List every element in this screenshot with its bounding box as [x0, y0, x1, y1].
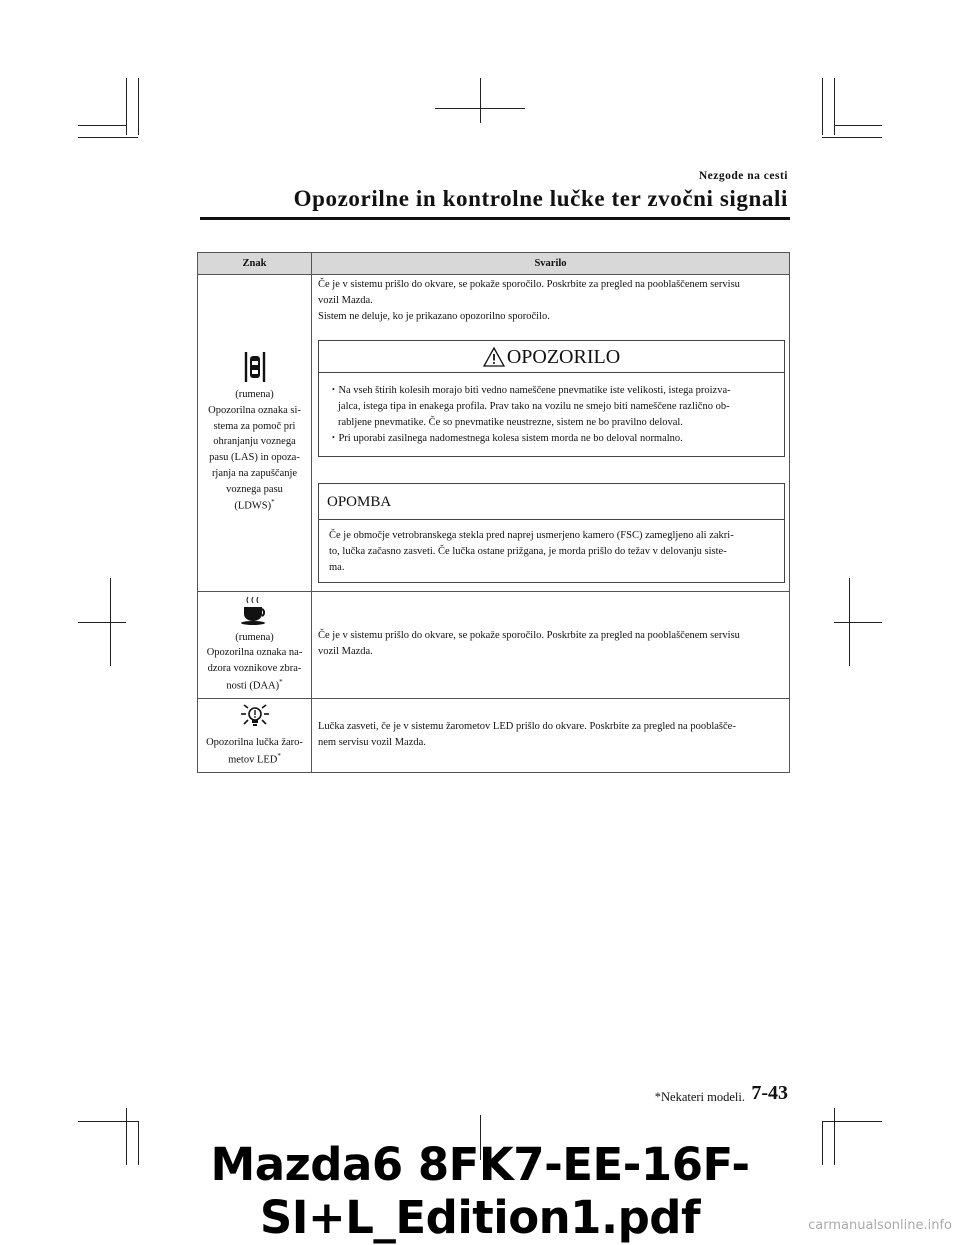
note-line: to, lučka začasno zasveti. Če lučka ostane prižgana, je morda prišlo do težav v delovanju siste- — [329, 546, 727, 557]
symbol-label-text: nosti (DAA) — [226, 680, 280, 692]
crop-mark — [78, 125, 126, 126]
symbol-label — [201, 497, 308, 514]
description-line: nem servisu vozil Mazda. — [318, 736, 426, 748]
asterisk: * — [277, 751, 281, 760]
description-cell — [312, 591, 790, 699]
table-header-row — [198, 253, 790, 275]
symbol-label — [201, 677, 308, 694]
page-title: Opozorilne in kontrolne lučke ter zvočni signali — [293, 186, 788, 211]
warning-line: rabljene pnevmatike. Če so pnevmatike neustrezne, sistem ne bo pravilno deloval. — [338, 416, 683, 428]
note-body — [319, 520, 784, 581]
crop-mark — [834, 622, 882, 623]
note-line: Če je območje vetrobranskega stekla pred naprej usmerjeno kamero (FSC) zamegljeno ali zakri- — [329, 530, 734, 542]
lane-departure-icon — [244, 351, 266, 383]
warning-item — [329, 383, 774, 430]
note-header: OPOMBA — [319, 484, 784, 520]
crop-mark — [822, 1121, 882, 1122]
symbol-cell — [198, 591, 312, 699]
symbol-label: Opozorilna oznaka si- — [208, 404, 301, 416]
warning-line: Na vseh štirih kolesih morajo biti vedno nameščene pnevmatike iste velikosti, istega proizva- — [338, 385, 731, 397]
crop-mark — [822, 137, 882, 138]
crop-mark — [110, 578, 111, 666]
section-title: Nezgode na cesti — [698, 170, 788, 182]
warning-title: OPOZORILO — [506, 345, 621, 368]
watermark: Mazda6 8FK7-EE-16F-SI+L_Edition1.pdf — [210, 1138, 750, 1244]
symbol-label-text: (LDWS) — [234, 500, 272, 512]
symbol-label: (rumena) — [235, 631, 274, 643]
site-watermark: carmanualsonline.info — [808, 1218, 952, 1233]
note-line: ma. — [329, 561, 345, 573]
symbol-label: Opozorilna oznaka na- — [206, 647, 303, 659]
symbol-label: Opozorilna lučka žaro- — [206, 737, 303, 748]
crop-mark — [849, 578, 850, 666]
symbol-label: (rumena) — [235, 389, 274, 400]
crop-mark — [78, 137, 138, 138]
warning-body — [319, 373, 784, 456]
crop-mark — [834, 125, 882, 126]
asterisk: * — [271, 498, 275, 507]
table-row — [198, 591, 790, 699]
table-row — [198, 275, 790, 592]
description-cell — [312, 699, 790, 773]
warning-box — [318, 340, 785, 457]
warning-header — [319, 341, 784, 373]
symbol-label: dzora voznikove zbra- — [207, 663, 302, 674]
symbol-label: rjanja na zapuščanje — [211, 467, 298, 479]
description-line: Sistem ne deluje, ko je prikazano opozorilno sporočilo. — [318, 310, 550, 322]
warning-line: Pri uporabi zasilnega nadomestnega kolesa sistem morda ne bo deloval normalno. — [338, 432, 683, 444]
note-box — [318, 483, 785, 582]
coffee-cup-icon — [240, 596, 270, 626]
footnote: *Nekateri modeli. — [654, 1090, 745, 1104]
column-header-warning: Svarilo — [312, 253, 790, 275]
crop-mark — [78, 1121, 138, 1122]
symbol-label: voznega pasu — [226, 483, 283, 495]
crop-mark — [834, 78, 835, 135]
description-line: Če je v sistemu prišlo do okvare, se pokaže sporočilo. Poskrbite za pregled na pooblaščenem servisu — [318, 630, 740, 641]
symbol-label: ohranjanju voznega — [213, 436, 296, 448]
symbol-label-text: metov LED — [228, 754, 278, 766]
table-row — [198, 699, 790, 773]
description-line: vozil Mazda. — [318, 645, 373, 657]
symbol-cell — [198, 275, 312, 592]
symbol-label — [201, 751, 308, 768]
headlight-warning-icon — [239, 703, 271, 731]
description-cell — [312, 275, 790, 592]
crop-mark — [78, 622, 126, 623]
symbol-label: pasu (LAS) in opoza- — [209, 452, 300, 463]
warning-line: jalca, istega tipa in enakega profila. Prav tako na vozilu ne smejo biti nameščene različno ob- — [338, 401, 730, 412]
description-line: Lučka zasveti, če je v sistemu žarometov LED prišlo do okvare. Poskrbite za pregled na pooblašče- — [318, 720, 736, 732]
header-divider — [200, 217, 790, 220]
symbol-cell — [198, 699, 312, 773]
symbol-label: stema za pomoč pri — [213, 420, 296, 432]
crop-mark — [126, 78, 127, 135]
description-line: Če je v sistemu prišlo do okvare, se pokaže sporočilo. Poskrbite za pregled na pooblaščenem servisu — [318, 279, 740, 290]
column-header-symbol: Znak — [198, 253, 312, 275]
description-line: vozil Mazda. — [318, 294, 373, 306]
crop-mark — [480, 78, 481, 123]
asterisk: * — [279, 677, 283, 686]
page-number: 7-43 — [751, 1082, 788, 1104]
indicator-table — [197, 252, 790, 773]
warning-triangle-icon — [483, 347, 505, 367]
crop-mark — [822, 78, 823, 135]
warning-item — [329, 431, 774, 447]
crop-mark — [138, 78, 139, 135]
